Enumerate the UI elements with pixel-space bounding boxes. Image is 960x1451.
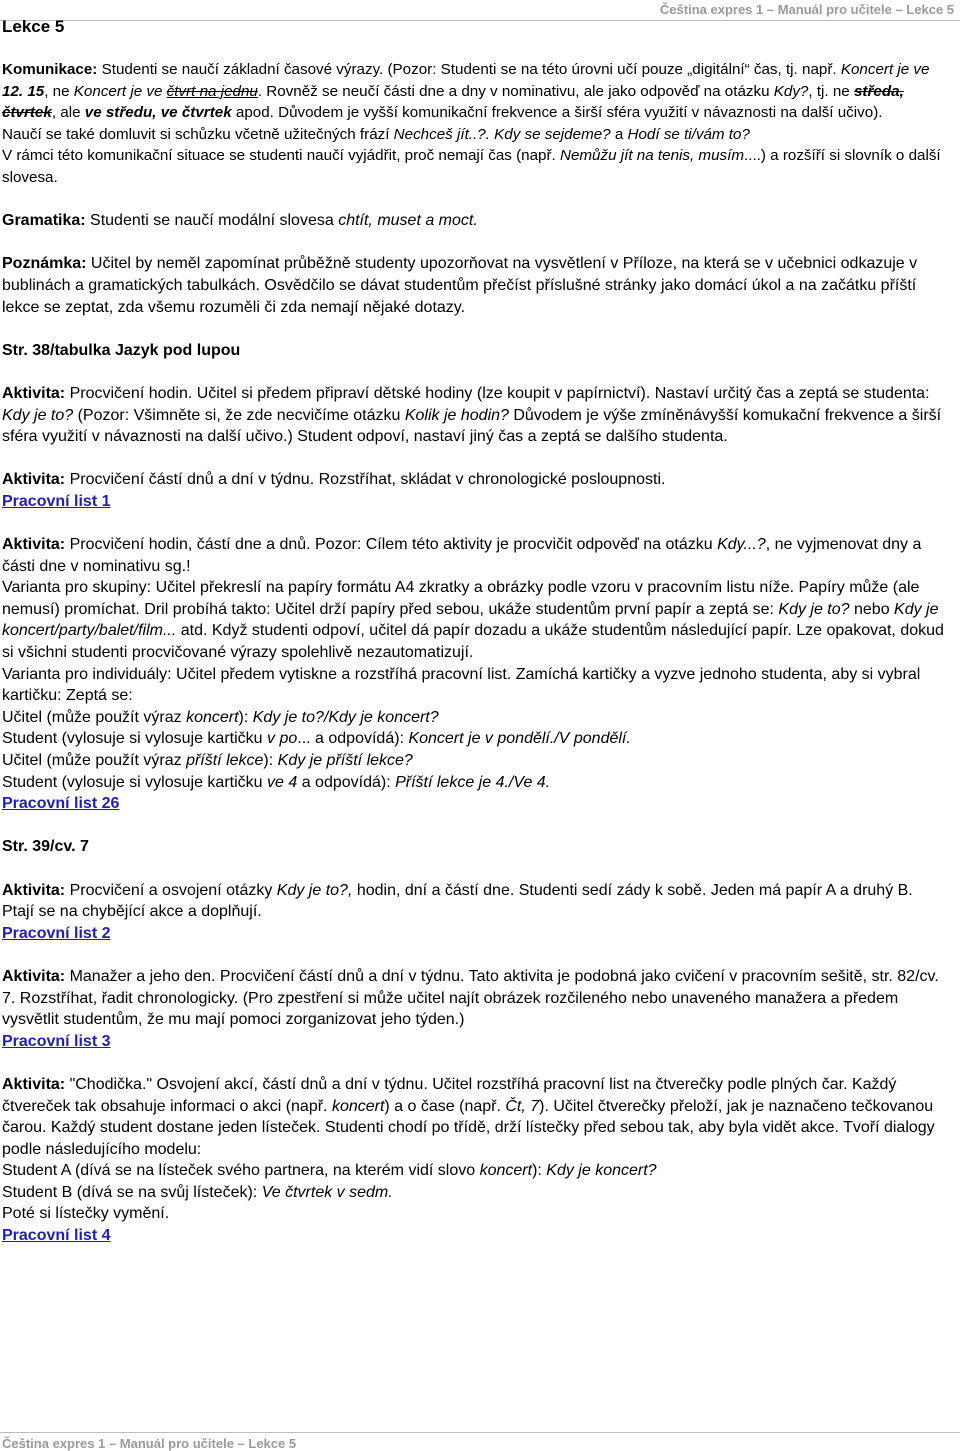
komunikace-paragraph-3: V rámci této komunikační situace se studenti naučí vyjádřit, proč nemají čas (např. Nemůžu jít na tenis, musím....) a rozšíří si slovník o další slovesa. bbox=[2, 147, 941, 186]
komunikace-paragraph: Komunikace: Studenti se naučí základní časové výrazy. (Pozor: Studenti se na této úrovni učí pouze „digitální“ čas, tj. např. Koncert je ve 12. 15, ne Koncert je ve čtvrt na jednu. Rovněž se neučí části dne a dny v nominativu, ale jako odpověď na otázku Kdy?, tj. ne středa, čtvrtek, ale ve středu, ve čtvrtek apod. Důvodem je vyšší komunikační frekvence a širší sféra využití v návaznosti na další učivo). bbox=[2, 61, 930, 122]
activity-kdy: Aktivita: Procvičení hodin, částí dne a dnů. Pozor: Cílem této aktivity je procvičit odpověď na otázku Kdy...?, ne vyjmenovat dny a části dne v nominativu sg.! bbox=[2, 536, 922, 575]
running-header: Čeština expres 1 – Manuál pro učitele – Lekce 5 bbox=[659, 2, 954, 17]
dialog-student-a: Student A (dívá se na lísteček svého partnera, na kterém vidí slovo koncert): Kdy je koncert? bbox=[2, 1162, 657, 1180]
lesson-title: Lekce 5 bbox=[2, 17, 65, 36]
page-footer: Čeština expres 1 – Manuál pro učitele – Lekce 5 bbox=[2, 1436, 297, 1451]
varianta-skupiny: Varianta pro skupiny: Učitel překreslí na papíry formátu A4 zkratky a obrázky podle vzoru v pracovním listu níže. Papíry může (ale nemusí) promíchat. Dril probíhá takto: Učitel drží papíry před sebou, ukáže studentům první papír a zeptá se: Kdy je to? nebo Kdy je koncert/party/balet/film... atd. Když studenti odpoví, učitel dá papír dozadu a ukáže studentům následující papír. Lze opakovat, dokud si všichni studenti procvičované výrazy spolehlivě nezautomatizují. bbox=[2, 579, 944, 662]
gramatika-label: Gramatika: bbox=[2, 212, 86, 230]
header-divider bbox=[0, 20, 960, 21]
section-heading-str39: Str. 39/cv. 7 bbox=[2, 838, 89, 856]
activity-hodiny: Aktivita: Procvičení hodin. Učitel si předem připraví dětské hodiny (lze koupit v papírnictví). Nastaví určitý čas a zeptá se studenta: Kdy je to? (Pozor: Všimněte si, že zde necvičíme otázku Kolik je hodin? Důvodem je výše zmíněnávyšší komukační frekvence a širší sféra využití v návaznosti na další učivo.) Student odpoví, nastaví jiný čas a zeptá se dalšího studenta. bbox=[2, 384, 942, 446]
dialog-student-b: Student B (dívá se na svůj lísteček): Ve čtvrtek v sedm. bbox=[2, 1183, 393, 1201]
varianta-individualy: Varianta pro individuály: Učitel předem vytiskne a rozstříhá pracovní list. Zamíchá kartičky a vyzve jednoho studenta, aby si vybral kartičku: Zeptá se: bbox=[2, 665, 921, 705]
dialog-line-2: Student (vylosuje si vylosuje kartičku v po... a odpovídá): Koncert je v pondělí./V pondělí. bbox=[2, 730, 631, 748]
gramatika-paragraph: Gramatika: Studenti se naučí modální slovesa chtít, muset a moct. bbox=[2, 212, 478, 230]
chodicka-end: Poté si lístečky vymění. bbox=[2, 1205, 170, 1223]
dialog-line-1: Učitel (může použít výraz koncert): Kdy je to?/Kdy je koncert? bbox=[2, 708, 439, 726]
pracovni-list-4-link[interactable]: Pracovní list 4 bbox=[2, 1227, 111, 1245]
pracovni-list-3-link[interactable]: Pracovní list 3 bbox=[2, 1032, 111, 1050]
activity-kdy-je-to: Aktivita: Procvičení a osvojení otázky Kdy je to?, hodin, dní a částí dne. Studenti sedí zády k sobě. Jeden má papír A a druhý B. Ptají se na chybějící akce a doplňují. bbox=[2, 881, 913, 921]
poznamka-paragraph: Poznámka: Učitel by neměl zapomínat průběžně studenty upozorňovat na vysvětlení v Příloze, na která se v učebnici odkazuje v bublinách a gramatických tabulkách. Osvědčilo se dávat studentům přečíst příslušné stránky jako domácí úkol a na začátku příští lekce se zeptat, zda všemu rozuměli či zda nemají nějaké dotazy. bbox=[2, 255, 918, 316]
pracovni-list-26-link[interactable]: Pracovní list 26 bbox=[2, 795, 120, 813]
activity-chodicka: Aktivita: "Chodička." Osvojení akcí, částí dnů a dní v týdnu. Učitel rozstříhá pracovní list na čtverečky podle plných čar. Každý čtvereček tak obsahuje informaci o akci (např. koncert) a o čase (např. Čt, 7). Učitel čtverečky přeloží, jak je naznačeno tečkovanou čarou. Každý student dostane jeden lísteček. Studenti chodí po třídě, drží lístečky před sebou tak, aby byla vidět akce. Tvoří dialogy podle následujícího modelu: bbox=[2, 1075, 935, 1158]
komunikace-label: Komunikace: bbox=[2, 61, 98, 78]
dialog-line-4: Student (vylosuje si vylosuje kartičku ve 4 a odpovídá): Příští lekce je 4./Ve 4. bbox=[2, 773, 551, 791]
poznamka-label: Poznámka: bbox=[2, 255, 87, 273]
activity-manazer: Aktivita: Manažer a jeho den. Procvičení částí dnů a dní v týdnu. Tato aktivita je podobná jako cvičení v pracovním sešitě, str. 82/cv. 7. Rozstříhat, řadit chronologicky. (Pro zpestření si může učitel najít obrázek rozčileného nebo unaveného manažera a předem vysvětlit studentům, že mu mají pomoci zorganizovat jeho týden.) bbox=[2, 967, 939, 1029]
komunikace-paragraph-2: Naučí se také domluvit si schůzku včetně užitečných frází Nechceš jít..?. Kdy se sejdeme? a Hodí se ti/vám to? bbox=[2, 125, 750, 143]
pracovni-list-1-link[interactable]: Pracovní list 1 bbox=[2, 492, 111, 510]
dialog-line-3: Učitel (může použít výraz příští lekce): Kdy je příští lekce? bbox=[2, 752, 413, 769]
pracovni-list-2-link[interactable]: Pracovní list 2 bbox=[2, 924, 111, 942]
footer-divider bbox=[0, 1432, 960, 1433]
document-body bbox=[2, 59, 948, 1247]
section-heading-str38: Str. 38/tabulka Jazyk pod lupou bbox=[2, 341, 241, 359]
activity-casti-dnu: Aktivita: Procvičení částí dnů a dní v týdnu. Rozstříhat, skládat v chronologické posloupnosti. bbox=[2, 471, 666, 489]
